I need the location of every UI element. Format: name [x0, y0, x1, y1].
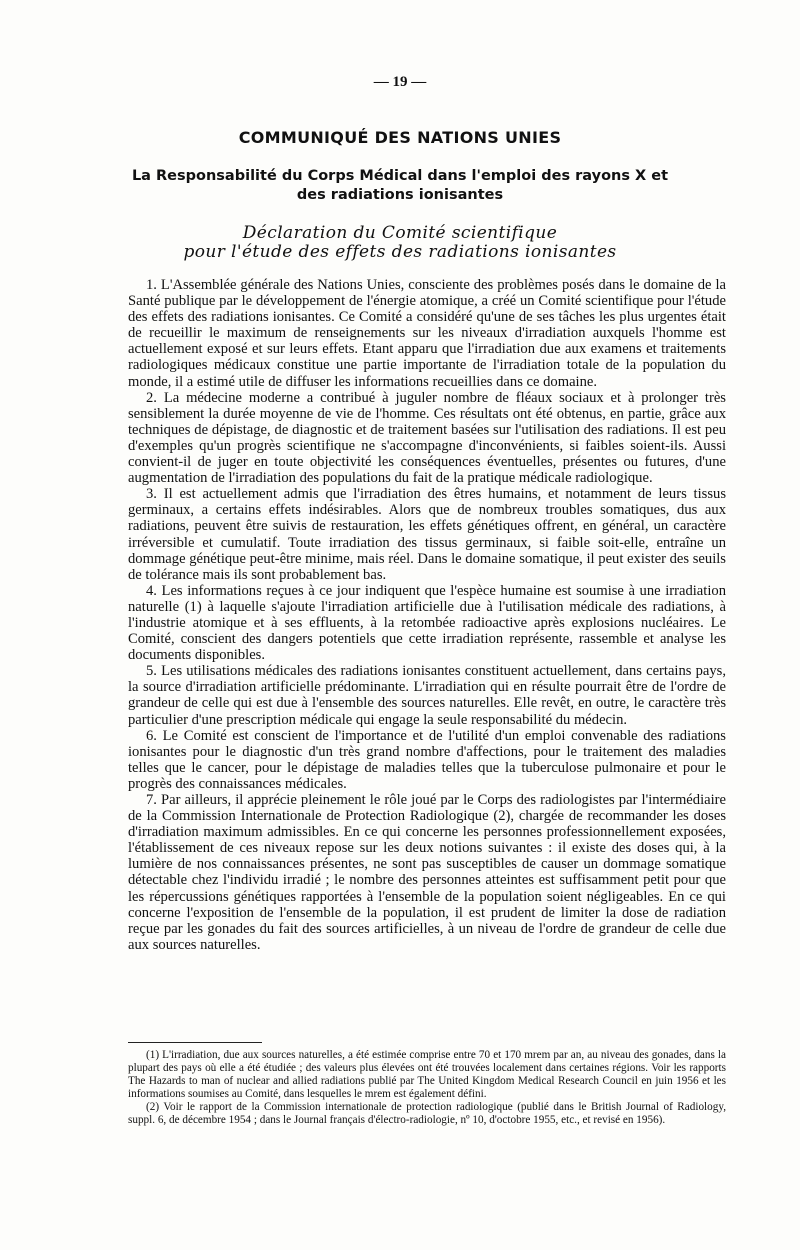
- paragraph-2: 2. La médecine moderne a contribué à juguler nombre de fléaux sociaux et à prolonger très sensiblement la durée moyenne de vie de l'homme. Ces résultats ont été obtenus, en partie, grâce aux techniques de dépistage, de diagnostic et de traitement basées sur l'utilisation des radiations. Il est peu d'exemples qu'un progrès scientifique ne s'accompagne d'inconvénients, si faibles soient-ils. Aussi convient-il de juger en toute objectivité les conséquences éventuelles, présentes ou futures, d'une augmentation de l'irradiation des populations du fait de la pratique médicale radiologique.: [128, 389, 726, 487]
- declaration-line-2: pour l'étude des effets des radiations ionisantes: [183, 242, 617, 262]
- paragraph-7: 7. Par ailleurs, il apprécie pleinement le rôle joué par le Corps des radiologistes par l'intermédiaire de la Commission Internationale de Protection Radiologique (2), chargée de recommander les doses d'irradiation maximum admissibles. En ce qui concerne les personnes professionnellement exposées, l'établissement de ces niveaux repose sur les deux notions suivantes : il existe des doses qui, à la lumière de nos connaissances présentes, ne sont pas susceptibles de causer un dommage somatique détectable chez l'individu irradié ; le nombre des personnes atteintes est suffisamment petit pour que les répercussions génétiques rapportées à l'ensemble de la population soient négligeables. En ce qui concerne l'exposition de l'ensemble de la population, il est prudent de limiter la dose de radiation reçue par les gonades du fait des sources artificielles, à un niveau de l'ordre de grandeur de celle due aux sources naturelles.: [128, 792, 726, 953]
- paragraph-3: 3. Il est actuellement admis que l'irradiation des êtres humains, et notamment de leurs tissus germinaux, a certains effets indésirables. Alors que de nombreux troubles somatiques, dus aux radiations, peuvent être suivis de restauration, les effets génétiques offrent, en général, un caractère irréversible et cumulatif. Toute irradiation des tissus germinaux, si faible soit-elle, entraîne un dommage génétique peut-être minime, mais réel. Dans le domaine somatique, il peut exister des seuils de tolérance mais ils sont probablement bas.: [128, 486, 726, 583]
- page-subtitle: La Responsabilité du Corps Médical dans l'emploi des rayons X et des radiations ionisantes: [131, 168, 669, 203]
- declaration-heading: [120, 224, 680, 262]
- paragraph-6: 6. Le Comité est conscient de l'importance et de l'utilité d'un emploi convenable des radiations ionisantes pour le diagnostic d'un très grand nombre d'affections, pour le traitement des maladies telles que le cancer, pour le dépistage de maladies telles que la tuberculose pulmonaire et pour le progrès des connaissances médicales.: [128, 727, 726, 792]
- footnotes: [128, 1049, 726, 1126]
- footnote-divider: [128, 1042, 262, 1043]
- page-title: COMMUNIQUÉ DES NATIONS UNIES: [238, 128, 562, 147]
- paragraph-5: 5. Les utilisations médicales des radiations ionisantes constituent actuellement, dans certains pays, la source d'irradiation artificielle prédominante. L'irradiation qui en résulte pourrait être de l'ordre de grandeur de celle qui est due à l'ensemble des sources naturelles. Elle revêt, en outre, le caractère très particulier d'une prescription médicale qui engage la seule responsabilité du médecin.: [128, 663, 726, 728]
- declaration-line-1: Déclaration du Comité scientifique: [242, 223, 558, 243]
- footnote-1: (1) L'irradiation, due aux sources naturelles, a été estimée comprise entre 70 et 170 mrem par an, au niveau des gonades, dans la plupart des pays où elle a été étudiée ; des valeurs plus élevées ont été trouvées localement dans certaines régions. Voir les rapports The Hazards to man of nuclear and allied radiations publié par The United Kingdom Medical Research Council en juin 1956 et les informations soumises au Comité, dans lesquelles le mrem est également défini.: [128, 1049, 726, 1100]
- footnote-2: (2) Voir le rapport de la Commission internationale de protection radiologique (publié dans le British Journal of Radiology, suppl. 6, de décembre 1954 ; dans le Journal français d'électro-radiologie, nº 10, d'octobre 1955, etc., et revisé en 1956).: [128, 1100, 726, 1126]
- paragraph-1: 1. L'Assemblée générale des Nations Unies, consciente des problèmes posés dans le domaine de la Santé publique par le développement de l'énergie atomique, a créé un Comité scientifique pour l'étude des effets des radiations ionisantes. Ce Comité a considéré qu'une de ses tâches les plus urgentes était de recueillir le maximum de renseignements sur les niveaux d'irradiation auxquels l'homme est actuellement exposé et sur leurs effets. Etant apparu que l'irradiation due aux examens et traitements radiologiques médicaux constitue une partie importante de l'irradiation totale de la population du monde, il a estimé utile de diffuser les informations recueillies dans ce domaine.: [128, 277, 726, 390]
- page-number: — 19 —: [373, 74, 427, 90]
- paragraph-4: 4. Les informations reçues à ce jour indiquent que l'espèce humaine est soumise à une irradiation naturelle (1) à laquelle s'ajoute l'irradiation artificielle due à l'utilisation médicale des radiations, à l'industrie atomique et à ses effluents, à la retombée radioactive après explosions nucléaires. Le Comité, conscient des dangers potentiels que cette irradiation représente, rassemble et analyse les documents disponibles.: [128, 582, 726, 664]
- body-text: [128, 277, 726, 953]
